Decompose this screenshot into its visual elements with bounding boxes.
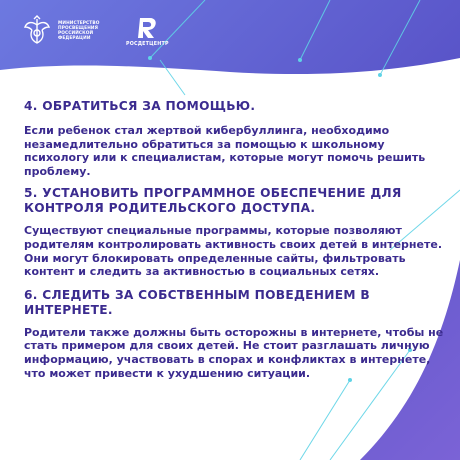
section-help <box>24 99 444 178</box>
partner-logo <box>126 15 169 47</box>
section-body: Существуют специальные программы, которые позволяют родителям контролировать активность своих детей в интернете. Они могут блокировать определенные сайты, фильтровать контент и следить за активностью в социальных сетях. <box>24 224 443 279</box>
ministry-line: РОССИЙСКОЙ <box>58 31 94 36</box>
partner-logo-icon <box>134 15 160 41</box>
section-own-behavior <box>24 288 444 380</box>
content <box>24 99 444 380</box>
section-parental-control <box>24 186 444 278</box>
header <box>22 14 169 48</box>
section-body: Если ребенок стал жертвой кибербуллинга, необходимо незамедлительно обратиться за помощью к школьному психологу или к специалистам, которые могут помочь решить проблему. <box>24 124 426 178</box>
section-heading: 5. УСТАНОВИТЬ ПРОГРАММНОЕ ОБЕСПЕЧЕНИЕ ДЛЯ КОНТРОЛЯ РОДИТЕЛЬСКОГО ДОСТУПА. <box>24 186 402 216</box>
ministry-line: ПРОСВЕЩЕНИЯ <box>58 25 98 31</box>
ministry-name <box>58 21 110 42</box>
partner-label: РОСДЕТЦЕНТР <box>126 42 169 47</box>
section-heading: 6. СЛЕДИТЬ ЗА СОБСТВЕННЫМ ПОВЕДЕНИЕМ В ИНТЕРНЕТЕ. <box>24 287 370 317</box>
ministry-line: МИНИСТЕРСТВО <box>58 20 100 26</box>
ministry-line: ФЕДЕРАЦИИ <box>58 36 91 42</box>
section-heading: 4. ОБРАТИТЬСЯ ЗА ПОМОЩЬЮ. <box>24 99 256 113</box>
section-body: Родители также должны быть осторожны в интернете, чтобы не стать примером для своих детей. Не стоит разглашать личную информацию, участвовать в спорах и конфликтах в интернете, что может привести к ухудшению ситуации. <box>24 325 444 380</box>
coat-of-arms-icon <box>22 15 52 47</box>
